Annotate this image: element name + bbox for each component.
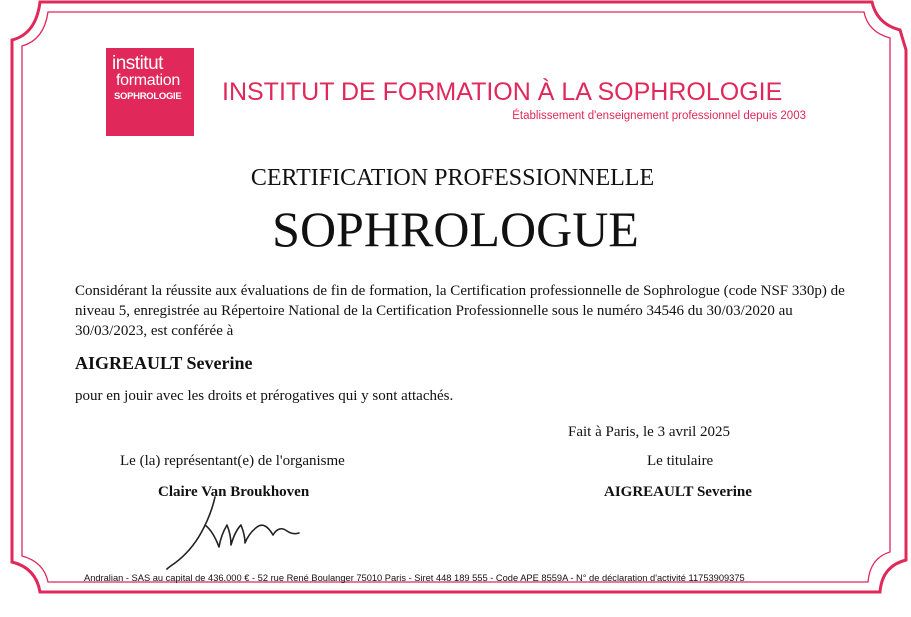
representative-label: Le (la) représentant(e) de l'organisme [120, 453, 345, 469]
logo-text-institut: institut [112, 53, 163, 74]
logo-text-sophrologie: SOPHROLOGIE [114, 91, 182, 102]
legal-footer: Andralian - SAS au capital de 436.000 € - 52 rue René Boulanger 75010 Paris - Siret 448 189 555 - Code APE 8559A - N° de déclaration d'activité 11753909375 [84, 573, 745, 583]
representative-name: Claire Van Broukhoven [158, 484, 310, 500]
rights-statement: pour en jouir avec les droits et prérogatives qui y sont attachés. [75, 388, 454, 404]
certificate-heading: CERTIFICATION PROFESSIONNELLE [250, 165, 655, 191]
certificate-title: SOPHROLOGUE [272, 201, 639, 257]
certificate-body: Considérant la réussite aux évaluations de fin de formation, la Certification professionnelle de Sophrologue (code NSF 330p) de niveau 5, enregistrée au Répertoire National de la Certification Professionnelle sous le numéro 34546 du 30/03/2020 au 30/03/2023, est conférée à [75, 283, 845, 339]
representative-signature [165, 495, 305, 570]
institute-tagline: Établissement d'enseignement professionnel depuis 2003 [512, 110, 806, 122]
holder-label: Le titulaire [647, 453, 714, 469]
logo-text-formation: formation [116, 72, 180, 89]
institute-logo [106, 48, 194, 136]
place-and-date: Fait à Paris, le 3 avril 2025 [568, 424, 731, 440]
holder-name: AIGREAULT Severine [75, 353, 253, 373]
institute-name: INSTITUT DE FORMATION À LA SOPHROLOGIE [222, 78, 783, 106]
holder-signature-name: AIGREAULT Severine [604, 484, 752, 500]
